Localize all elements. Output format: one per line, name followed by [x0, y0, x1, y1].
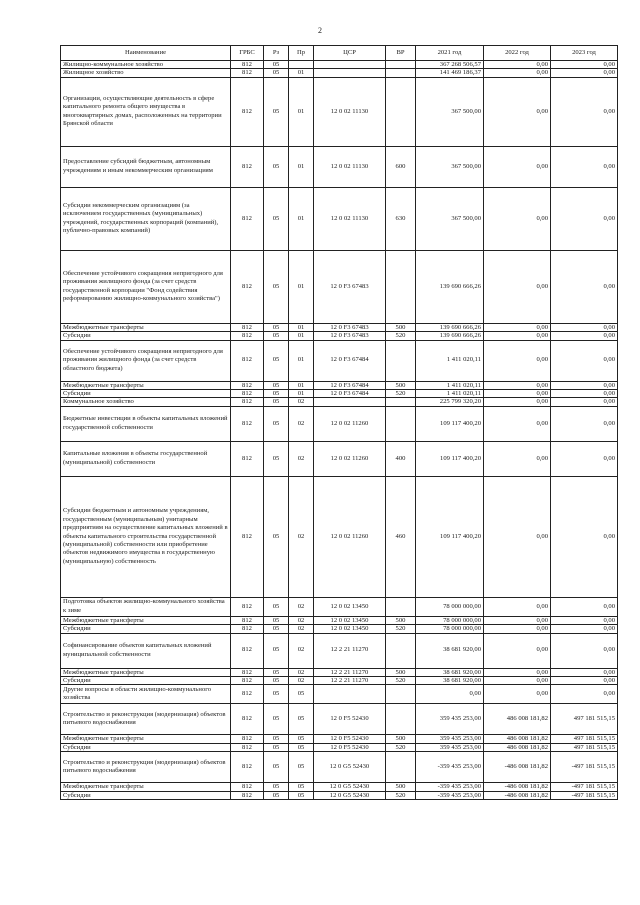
cell-rz: 05 — [264, 77, 289, 146]
cell-2023: 0,00 — [551, 685, 618, 704]
cell-pr: 02 — [289, 633, 314, 668]
cell-2023: 0,00 — [551, 77, 618, 146]
cell-2021: 78 000 000,00 — [416, 625, 484, 633]
cell-2021: 109 117 400,20 — [416, 476, 484, 597]
cell-csr — [314, 685, 386, 704]
table-row — [61, 743, 618, 751]
table-row — [61, 340, 618, 381]
cell-2023: 0,00 — [551, 69, 618, 77]
cell-2023: -497 181 515,15 — [551, 783, 618, 791]
cell-2021: 225 799 320,20 — [416, 398, 484, 406]
cell-2022: 0,00 — [484, 146, 551, 187]
cell-csr: 12 0 02 13450 — [314, 597, 386, 616]
cell-name: Бюджетные инвестиции в объекты капитальных вложений государственной собственности — [61, 406, 231, 441]
cell-name: Межбюджетные трансферты — [61, 323, 231, 331]
cell-2021: 38 681 920,00 — [416, 668, 484, 676]
table-row — [61, 783, 618, 791]
cell-vr: 520 — [386, 332, 416, 340]
cell-name: Коммунальное хозяйство — [61, 398, 231, 406]
table-row — [61, 685, 618, 704]
cell-grbs: 812 — [231, 381, 264, 389]
cell-2021: 359 435 253,00 — [416, 743, 484, 751]
cell-2023: 0,00 — [551, 381, 618, 389]
cell-2021: 1 411 020,11 — [416, 390, 484, 398]
cell-2022: 486 008 181,82 — [484, 743, 551, 751]
cell-rz: 05 — [264, 677, 289, 685]
cell-2022: 0,00 — [484, 77, 551, 146]
cell-csr: 12 2 21 11270 — [314, 633, 386, 668]
cell-2021: 0,00 — [416, 685, 484, 704]
cell-2023: 0,00 — [551, 250, 618, 323]
cell-pr: 02 — [289, 406, 314, 441]
cell-csr: 12 0 02 11130 — [314, 146, 386, 187]
budget-table — [60, 45, 618, 800]
cell-rz: 05 — [264, 406, 289, 441]
table-row — [61, 677, 618, 685]
cell-rz: 05 — [264, 61, 289, 69]
cell-2021: 109 117 400,20 — [416, 441, 484, 476]
cell-grbs: 812 — [231, 187, 264, 250]
table-row — [61, 323, 618, 331]
cell-2023: 0,00 — [551, 390, 618, 398]
cell-rz: 05 — [264, 791, 289, 799]
cell-grbs: 812 — [231, 783, 264, 791]
cell-2023: 0,00 — [551, 146, 618, 187]
cell-2022: -486 008 181,82 — [484, 752, 551, 783]
cell-2021: 139 690 666,26 — [416, 323, 484, 331]
cell-rz: 05 — [264, 685, 289, 704]
cell-grbs: 812 — [231, 390, 264, 398]
cell-name: Жилищно-коммунальное хозяйство — [61, 61, 231, 69]
cell-grbs: 812 — [231, 752, 264, 783]
table-row — [61, 69, 618, 77]
cell-2022: 0,00 — [484, 323, 551, 331]
cell-pr: 02 — [289, 476, 314, 597]
cell-pr: 01 — [289, 69, 314, 77]
cell-grbs: 812 — [231, 332, 264, 340]
table-row — [61, 381, 618, 389]
cell-2021: 78 000 000,00 — [416, 597, 484, 616]
cell-csr: 12 2 21 11270 — [314, 668, 386, 676]
cell-2021: 359 435 253,00 — [416, 735, 484, 743]
cell-name: Обеспечение устойчивого сокращения непригодного для проживания жилищного фонда (за счет средств областного бюджета) — [61, 340, 231, 381]
header-grbs: ГРБС — [231, 46, 264, 61]
cell-vr — [386, 406, 416, 441]
cell-vr: 520 — [386, 677, 416, 685]
cell-vr: 500 — [386, 783, 416, 791]
cell-pr: 02 — [289, 398, 314, 406]
cell-csr — [314, 398, 386, 406]
cell-2023: 0,00 — [551, 633, 618, 668]
cell-vr — [386, 69, 416, 77]
cell-csr — [314, 69, 386, 77]
cell-name: Субсидии некоммерческим организациям (за исключением государственных (муниципальных) учреждений, государственных корпораций (компаний), публично-правовых компаний) — [61, 187, 231, 250]
cell-2021: 367 500,00 — [416, 77, 484, 146]
cell-2023: -497 181 515,15 — [551, 752, 618, 783]
cell-rz: 05 — [264, 783, 289, 791]
cell-rz: 05 — [264, 250, 289, 323]
table-row — [61, 668, 618, 676]
cell-rz: 05 — [264, 187, 289, 250]
cell-rz: 05 — [264, 340, 289, 381]
cell-vr: 460 — [386, 476, 416, 597]
cell-2021: 367 268 506,57 — [416, 61, 484, 69]
cell-pr: 02 — [289, 677, 314, 685]
cell-pr: 05 — [289, 791, 314, 799]
cell-csr: 12 2 21 11270 — [314, 677, 386, 685]
cell-rz: 05 — [264, 625, 289, 633]
cell-csr: 12 0 02 13450 — [314, 625, 386, 633]
table-row — [61, 390, 618, 398]
cell-csr: 12 0 G5 52430 — [314, 752, 386, 783]
cell-grbs: 812 — [231, 250, 264, 323]
cell-name: Межбюджетные трансферты — [61, 735, 231, 743]
cell-name: Предоставление субсидий бюджетным, автономным учреждениям и иным некоммерческим организациям — [61, 146, 231, 187]
cell-name: Жилищное хозяйство — [61, 69, 231, 77]
cell-rz: 05 — [264, 668, 289, 676]
cell-2023: 0,00 — [551, 398, 618, 406]
cell-name: Строительство и реконструкция (модернизация) объектов питьевого водоснабжения — [61, 752, 231, 783]
cell-pr — [289, 61, 314, 69]
cell-rz: 05 — [264, 146, 289, 187]
cell-vr — [386, 633, 416, 668]
table-row — [61, 187, 618, 250]
cell-csr: 12 0 F5 52430 — [314, 735, 386, 743]
cell-vr: 520 — [386, 743, 416, 751]
cell-pr: 01 — [289, 77, 314, 146]
cell-2023: 0,00 — [551, 332, 618, 340]
header-pr: Пр — [289, 46, 314, 61]
cell-grbs: 812 — [231, 406, 264, 441]
header-2023: 2023 год — [551, 46, 618, 61]
header-2022: 2022 год — [484, 46, 551, 61]
cell-2022: 0,00 — [484, 406, 551, 441]
header-vr: ВР — [386, 46, 416, 61]
table-row — [61, 791, 618, 799]
cell-pr: 01 — [289, 187, 314, 250]
cell-2022: 0,00 — [484, 187, 551, 250]
cell-csr: 12 0 02 11130 — [314, 77, 386, 146]
cell-2022: 0,00 — [484, 668, 551, 676]
cell-name: Организации, осуществляющие деятельность в сфере капитального ремонта общего имущества в многоквартирных домах, расположенных на территории Брянской области — [61, 77, 231, 146]
header-name: Наименование — [61, 46, 231, 61]
cell-vr: 500 — [386, 381, 416, 389]
cell-2022: 0,00 — [484, 685, 551, 704]
cell-rz: 05 — [264, 704, 289, 735]
cell-pr: 01 — [289, 381, 314, 389]
cell-vr — [386, 340, 416, 381]
cell-csr: 12 0 F3 67483 — [314, 332, 386, 340]
cell-grbs: 812 — [231, 77, 264, 146]
table-row — [61, 633, 618, 668]
cell-2021: 109 117 400,20 — [416, 406, 484, 441]
cell-2023: 0,00 — [551, 323, 618, 331]
cell-2021: 139 690 666,26 — [416, 332, 484, 340]
cell-pr: 01 — [289, 332, 314, 340]
cell-2023: 0,00 — [551, 406, 618, 441]
cell-csr: 12 0 02 11260 — [314, 406, 386, 441]
cell-2022: 486 008 181,82 — [484, 735, 551, 743]
cell-2023: 497 181 515,15 — [551, 743, 618, 751]
cell-grbs: 812 — [231, 704, 264, 735]
cell-csr: 12 0 02 11130 — [314, 187, 386, 250]
cell-grbs: 812 — [231, 476, 264, 597]
table-row — [61, 398, 618, 406]
cell-2021: 141 469 186,37 — [416, 69, 484, 77]
cell-pr: 01 — [289, 390, 314, 398]
cell-2023: 0,00 — [551, 476, 618, 597]
cell-2022: 0,00 — [484, 597, 551, 616]
cell-csr: 12 0 F3 67483 — [314, 250, 386, 323]
cell-name: Субсидии — [61, 390, 231, 398]
cell-grbs: 812 — [231, 616, 264, 624]
cell-rz: 05 — [264, 633, 289, 668]
cell-vr — [386, 685, 416, 704]
cell-rz: 05 — [264, 743, 289, 751]
cell-vr: 400 — [386, 441, 416, 476]
cell-name: Субсидии бюджетным и автономным учреждениям, государственным (муниципальным) унитарным предприятиям на осуществление капитальных вложений в объекты капитального строительства государственной (муниципальной) собственности или приобретение объектов недвижимого имущества в государственную (муниципальную) собственность — [61, 476, 231, 597]
cell-rz: 05 — [264, 597, 289, 616]
cell-vr: 500 — [386, 735, 416, 743]
cell-rz: 05 — [264, 398, 289, 406]
cell-vr: 500 — [386, 323, 416, 331]
cell-pr: 05 — [289, 704, 314, 735]
cell-2023: 0,00 — [551, 625, 618, 633]
table-row — [61, 625, 618, 633]
cell-2022: 0,00 — [484, 441, 551, 476]
cell-2023: 0,00 — [551, 187, 618, 250]
cell-grbs: 812 — [231, 69, 264, 77]
cell-pr: 02 — [289, 625, 314, 633]
cell-pr: 01 — [289, 323, 314, 331]
cell-2021: 367 500,00 — [416, 146, 484, 187]
cell-vr: 520 — [386, 390, 416, 398]
cell-csr: 12 0 F3 67484 — [314, 381, 386, 389]
table-row — [61, 616, 618, 624]
cell-rz: 05 — [264, 441, 289, 476]
cell-2021: -359 435 253,00 — [416, 752, 484, 783]
cell-2021: 367 500,00 — [416, 187, 484, 250]
cell-csr — [314, 61, 386, 69]
cell-rz: 05 — [264, 381, 289, 389]
cell-grbs: 812 — [231, 625, 264, 633]
table-row — [61, 250, 618, 323]
cell-name: Межбюджетные трансферты — [61, 668, 231, 676]
table-row — [61, 61, 618, 69]
cell-csr: 12 0 02 11260 — [314, 441, 386, 476]
cell-name: Субсидии — [61, 791, 231, 799]
page-number: 2 — [318, 26, 322, 35]
cell-pr: 02 — [289, 597, 314, 616]
cell-csr: 12 0 02 13450 — [314, 616, 386, 624]
cell-2022: 0,00 — [484, 616, 551, 624]
cell-2022: 0,00 — [484, 381, 551, 389]
table-row — [61, 735, 618, 743]
cell-pr: 01 — [289, 250, 314, 323]
cell-2023: -497 181 515,15 — [551, 791, 618, 799]
cell-name: Субсидии — [61, 677, 231, 685]
cell-rz: 05 — [264, 323, 289, 331]
cell-grbs: 812 — [231, 323, 264, 331]
cell-2023: 0,00 — [551, 597, 618, 616]
cell-2021: 359 435 253,00 — [416, 704, 484, 735]
cell-rz: 05 — [264, 735, 289, 743]
cell-name: Субсидии — [61, 332, 231, 340]
cell-vr: 600 — [386, 146, 416, 187]
cell-2021: 78 000 000,00 — [416, 616, 484, 624]
cell-2023: 497 181 515,15 — [551, 704, 618, 735]
cell-grbs: 812 — [231, 398, 264, 406]
header-rz: Рз — [264, 46, 289, 61]
cell-vr: 520 — [386, 625, 416, 633]
cell-name: Межбюджетные трансферты — [61, 616, 231, 624]
cell-2021: 38 681 920,00 — [416, 633, 484, 668]
cell-2023: 0,00 — [551, 668, 618, 676]
cell-vr: 630 — [386, 187, 416, 250]
cell-pr: 02 — [289, 441, 314, 476]
cell-grbs: 812 — [231, 146, 264, 187]
cell-grbs: 812 — [231, 735, 264, 743]
cell-vr — [386, 752, 416, 783]
cell-vr: 500 — [386, 616, 416, 624]
cell-2022: 0,00 — [484, 332, 551, 340]
cell-pr: 05 — [289, 685, 314, 704]
cell-grbs: 812 — [231, 441, 264, 476]
cell-2023: 0,00 — [551, 340, 618, 381]
cell-2021: -359 435 253,00 — [416, 791, 484, 799]
cell-pr: 01 — [289, 146, 314, 187]
table-row — [61, 77, 618, 146]
cell-2022: 0,00 — [484, 390, 551, 398]
cell-rz: 05 — [264, 616, 289, 624]
table-row — [61, 752, 618, 783]
cell-2023: 0,00 — [551, 61, 618, 69]
cell-pr: 05 — [289, 743, 314, 751]
table-row — [61, 406, 618, 441]
cell-2023: 0,00 — [551, 441, 618, 476]
table-row — [61, 597, 618, 616]
cell-rz: 05 — [264, 390, 289, 398]
cell-grbs: 812 — [231, 668, 264, 676]
cell-rz: 05 — [264, 69, 289, 77]
cell-grbs: 812 — [231, 61, 264, 69]
cell-2021: 139 690 666,26 — [416, 250, 484, 323]
cell-csr: 12 0 F3 67484 — [314, 340, 386, 381]
cell-rz: 05 — [264, 332, 289, 340]
cell-pr: 02 — [289, 668, 314, 676]
cell-csr: 12 0 F5 52430 — [314, 704, 386, 735]
cell-pr: 05 — [289, 783, 314, 791]
cell-name: Межбюджетные трансферты — [61, 783, 231, 791]
cell-csr: 12 0 F3 67483 — [314, 323, 386, 331]
cell-pr: 05 — [289, 752, 314, 783]
cell-2023: 497 181 515,15 — [551, 735, 618, 743]
cell-2023: 0,00 — [551, 616, 618, 624]
cell-name: Подготовка объектов жилищно-коммунального хозяйства к зиме — [61, 597, 231, 616]
cell-2022: 0,00 — [484, 633, 551, 668]
cell-2023: 0,00 — [551, 677, 618, 685]
cell-name: Софинансирование объектов капитальных вложений муниципальной собственности — [61, 633, 231, 668]
cell-2022: -486 008 181,82 — [484, 783, 551, 791]
cell-2022: -486 008 181,82 — [484, 791, 551, 799]
table-body — [61, 61, 618, 800]
cell-pr: 02 — [289, 616, 314, 624]
cell-2022: 486 008 181,82 — [484, 704, 551, 735]
cell-2022: 0,00 — [484, 625, 551, 633]
table-row — [61, 146, 618, 187]
cell-vr — [386, 77, 416, 146]
cell-2021: 1 411 020,11 — [416, 340, 484, 381]
cell-grbs: 812 — [231, 340, 264, 381]
table-row — [61, 441, 618, 476]
cell-vr — [386, 250, 416, 323]
cell-grbs: 812 — [231, 743, 264, 751]
cell-name: Межбюджетные трансферты — [61, 381, 231, 389]
cell-name: Капитальные вложения в объекты государственной (муниципальной) собственности — [61, 441, 231, 476]
table-row — [61, 476, 618, 597]
cell-csr: 12 0 02 11260 — [314, 476, 386, 597]
cell-rz: 05 — [264, 476, 289, 597]
cell-vr — [386, 704, 416, 735]
cell-vr: 500 — [386, 668, 416, 676]
cell-grbs: 812 — [231, 791, 264, 799]
cell-2022: 0,00 — [484, 476, 551, 597]
cell-vr — [386, 398, 416, 406]
cell-2022: 0,00 — [484, 250, 551, 323]
cell-name: Субсидии — [61, 743, 231, 751]
cell-name: Строительство и реконструкция (модернизация) объектов питьевого водоснабжения — [61, 704, 231, 735]
table-row — [61, 332, 618, 340]
cell-2022: 0,00 — [484, 398, 551, 406]
cell-name: Субсидии — [61, 625, 231, 633]
cell-csr: 12 0 F3 67484 — [314, 390, 386, 398]
table-header-row — [61, 46, 618, 61]
cell-grbs: 812 — [231, 685, 264, 704]
cell-csr: 12 0 F5 52430 — [314, 743, 386, 751]
cell-grbs: 812 — [231, 677, 264, 685]
cell-2022: 0,00 — [484, 340, 551, 381]
cell-vr — [386, 61, 416, 69]
cell-pr: 05 — [289, 735, 314, 743]
cell-2021: 1 411 020,11 — [416, 381, 484, 389]
cell-2022: 0,00 — [484, 61, 551, 69]
cell-2022: 0,00 — [484, 677, 551, 685]
header-csr: ЦСР — [314, 46, 386, 61]
cell-csr: 12 0 G5 52430 — [314, 783, 386, 791]
cell-pr: 01 — [289, 340, 314, 381]
cell-vr — [386, 597, 416, 616]
table-row — [61, 704, 618, 735]
cell-rz: 05 — [264, 752, 289, 783]
cell-csr: 12 0 G5 52430 — [314, 791, 386, 799]
cell-vr: 520 — [386, 791, 416, 799]
cell-2022: 0,00 — [484, 69, 551, 77]
cell-2021: 38 681 920,00 — [416, 677, 484, 685]
header-2021: 2021 год — [416, 46, 484, 61]
cell-2021: -359 435 253,00 — [416, 783, 484, 791]
cell-grbs: 812 — [231, 597, 264, 616]
cell-name: Обеспечение устойчивого сокращения непригодного для проживания жилищного фонда (за счет средств государственной корпорации "Фонд содействия реформированию жилищно-коммунального хозяйства") — [61, 250, 231, 323]
cell-grbs: 812 — [231, 633, 264, 668]
cell-name: Другие вопросы в области жилищно-коммунального хозяйства — [61, 685, 231, 704]
